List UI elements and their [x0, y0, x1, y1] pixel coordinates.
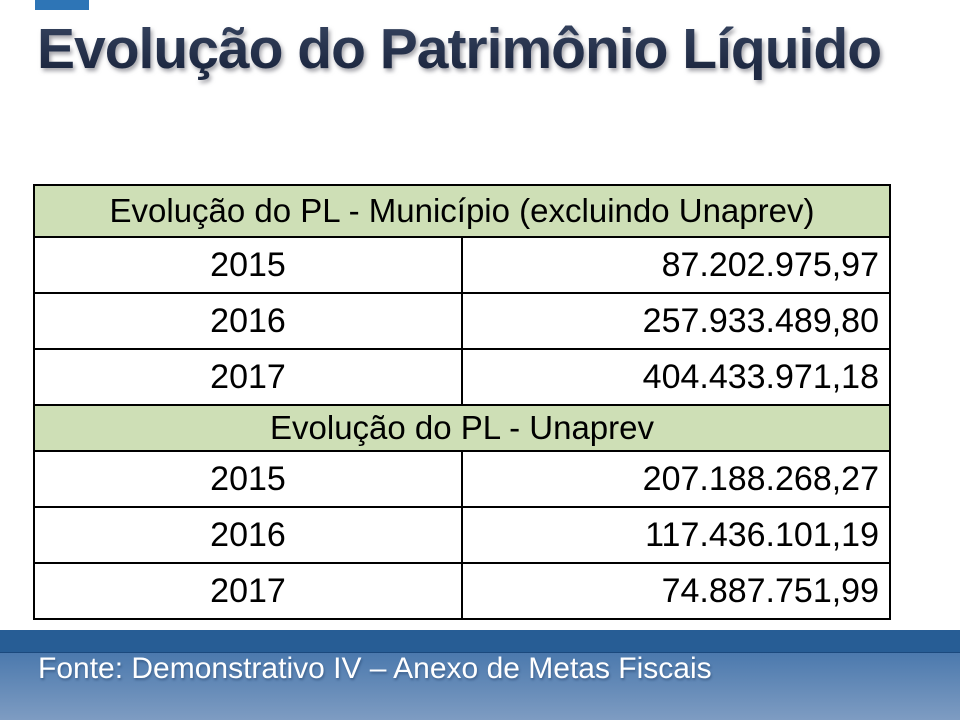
value-cell: 257.933.489,80 — [462, 293, 890, 349]
year-cell: 2017 — [34, 563, 462, 619]
year-cell: 2016 — [34, 507, 462, 563]
table-row — [34, 349, 890, 405]
top-accent-bar — [35, 0, 89, 10]
table-row — [34, 293, 890, 349]
year-cell: 2015 — [34, 451, 462, 507]
footer-band — [0, 630, 960, 720]
value-cell: 87.202.975,97 — [462, 237, 890, 293]
value-cell: 117.436.101,19 — [462, 507, 890, 563]
section-header-unaprev-label: Evolução do PL - Unaprev — [34, 405, 890, 451]
table-row — [34, 563, 890, 619]
section-header-municipio-label: Evolução do PL - Município (excluindo Unaprev) — [34, 185, 890, 237]
year-cell: 2016 — [34, 293, 462, 349]
table-row — [34, 451, 890, 507]
footer-top-strip — [0, 630, 960, 653]
table-row — [34, 237, 890, 293]
value-cell: 404.433.971,18 — [462, 349, 890, 405]
pl-evolution-table — [33, 184, 891, 620]
slide-title: Evolução do Patrimônio Líquido — [37, 14, 881, 85]
value-cell: 207.188.268,27 — [462, 451, 890, 507]
year-cell: 2015 — [34, 237, 462, 293]
table-row — [34, 507, 890, 563]
source-note: Fonte: Demonstrativo IV – Anexo de Metas Fiscais — [38, 652, 712, 685]
year-cell: 2017 — [34, 349, 462, 405]
section-header-municipio — [34, 185, 890, 237]
value-cell: 74.887.751,99 — [462, 563, 890, 619]
section-header-unaprev — [34, 405, 890, 451]
